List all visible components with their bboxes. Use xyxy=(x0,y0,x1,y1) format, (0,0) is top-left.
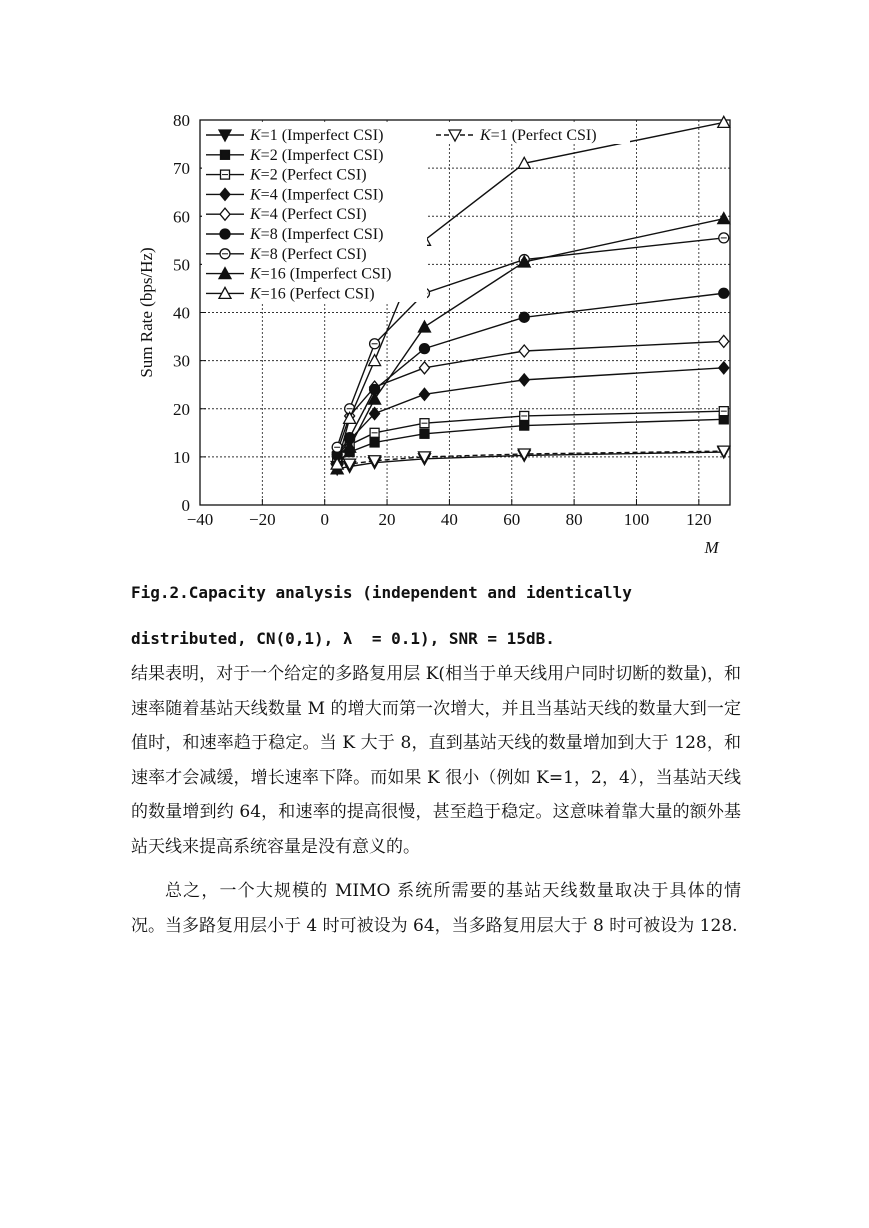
legend-text: =4 (Imperfect CSI) xyxy=(260,186,384,204)
caption-line-1: Fig.2.Capacity analysis (independent and identically xyxy=(131,583,632,602)
legend-variable: K xyxy=(250,245,261,263)
sum-rate-chart xyxy=(120,100,760,570)
series-3 xyxy=(333,415,729,466)
data-point xyxy=(719,335,729,347)
legend-marker xyxy=(221,150,230,159)
legend-label xyxy=(249,167,367,184)
x-tick-label: 40 xyxy=(440,510,458,529)
legend-variable: K xyxy=(250,226,261,243)
legend-text: =2 (Perfect CSI) xyxy=(260,166,367,184)
capacity-figure xyxy=(120,100,760,570)
y-tick-label: 50 xyxy=(173,255,190,275)
data-point xyxy=(420,429,429,438)
y-tick-label: 0 xyxy=(181,496,190,515)
legend-variable: K xyxy=(250,265,261,283)
legend-label xyxy=(249,206,367,223)
x-tick-label: 60 xyxy=(503,510,521,529)
legend-marker xyxy=(220,229,230,239)
legend xyxy=(202,122,630,302)
legend-variable: K xyxy=(250,146,261,164)
body-text xyxy=(131,657,741,943)
legend-label xyxy=(249,186,383,203)
legend-text: =8 (Perfect CSI) xyxy=(260,245,367,263)
y-tick-label: 30 xyxy=(173,351,190,371)
series-line xyxy=(337,293,724,454)
legend-label xyxy=(479,127,597,144)
legend-label xyxy=(249,226,383,243)
paragraph-1: 结果表明，对于一个给定的多路复用层 K(相当于单天线用户同时切断的数量)，和速率随着基站天线数量 M 的增大而第一次增大，并且当基站天线的数量大到一定值时，和速率趋于稳定。当 K 大于 8，直到基站天线的数量增加到大于 128，和速率才会减缓，增长速率下降。而如果 K 很小（例如 K=1，2，4），当基站天线的数量增到约 64，和速率的提高很慢，甚至趋于稳定。这意味着靠大量的额外基站天线来提高系统容量是没有意义的。 xyxy=(131,664,741,857)
legend-text: =16 (Perfect CSI) xyxy=(260,285,375,303)
x-axis-label: M xyxy=(704,538,719,557)
x-tick-label: 20 xyxy=(378,510,396,529)
legend-variable: K xyxy=(250,127,261,144)
legend-variable: K xyxy=(480,127,491,144)
y-tick-label: 10 xyxy=(173,447,190,467)
caption-line-2: distributed, CN(0,1), λ = 0.1), SNR = 15dB. xyxy=(131,629,555,648)
legend-text: =16 (Imperfect CSI) xyxy=(260,265,392,283)
data-point xyxy=(719,362,729,374)
paragraph-2: 总之，一个大规模的 MIMO 系统所需要的基站天线数量取决于具体的情况。当多路复用层小于 4 时可被设为 64，当多路复用层大于 8 时可被设为 128. xyxy=(131,881,741,936)
data-point xyxy=(419,388,429,400)
series-line xyxy=(337,341,724,452)
x-tick-label: 100 xyxy=(623,510,650,529)
legend-text: =1 (Imperfect CSI) xyxy=(260,127,384,144)
legend-variable: K xyxy=(250,186,261,204)
legend-label xyxy=(249,285,375,302)
legend-variable: K xyxy=(250,166,261,184)
data-point xyxy=(520,421,529,430)
legend-label xyxy=(249,127,383,144)
data-point xyxy=(519,345,529,357)
y-tick-label: 80 xyxy=(173,111,190,130)
legend-text: =2 (Imperfect CSI) xyxy=(260,146,384,164)
legend-text: =8 (Imperfect CSI) xyxy=(260,226,384,243)
data-point xyxy=(519,312,529,322)
legend-label xyxy=(249,246,367,263)
legend-variable: K xyxy=(250,206,261,224)
y-tick-label: 40 xyxy=(173,303,190,323)
data-point xyxy=(370,438,379,447)
series-1 xyxy=(331,447,730,475)
x-tick-label: 0 xyxy=(320,510,329,529)
figure-caption xyxy=(131,570,741,662)
x-tick-label: −40 xyxy=(186,510,214,529)
data-point xyxy=(718,116,730,127)
data-point xyxy=(419,344,429,354)
legend-variable: K xyxy=(250,285,261,303)
x-tick-label: 80 xyxy=(565,510,583,529)
y-tick-label: 20 xyxy=(173,399,190,419)
legend-text: =4 (Perfect CSI) xyxy=(260,206,367,224)
data-point xyxy=(418,321,430,332)
data-point xyxy=(419,362,429,374)
data-point xyxy=(719,288,729,298)
legend-label xyxy=(249,266,391,283)
legend-label xyxy=(249,147,383,164)
x-tick-label: 120 xyxy=(686,510,712,529)
data-point xyxy=(718,213,730,224)
y-axis-label: Sum Rate (bps/Hz) xyxy=(137,247,156,378)
data-point xyxy=(519,374,529,386)
x-tick-label: −20 xyxy=(249,510,276,529)
y-tick-label: 70 xyxy=(173,159,190,179)
y-tick-label: 60 xyxy=(173,207,190,227)
legend-text: =1 (Perfect CSI) xyxy=(490,127,597,144)
